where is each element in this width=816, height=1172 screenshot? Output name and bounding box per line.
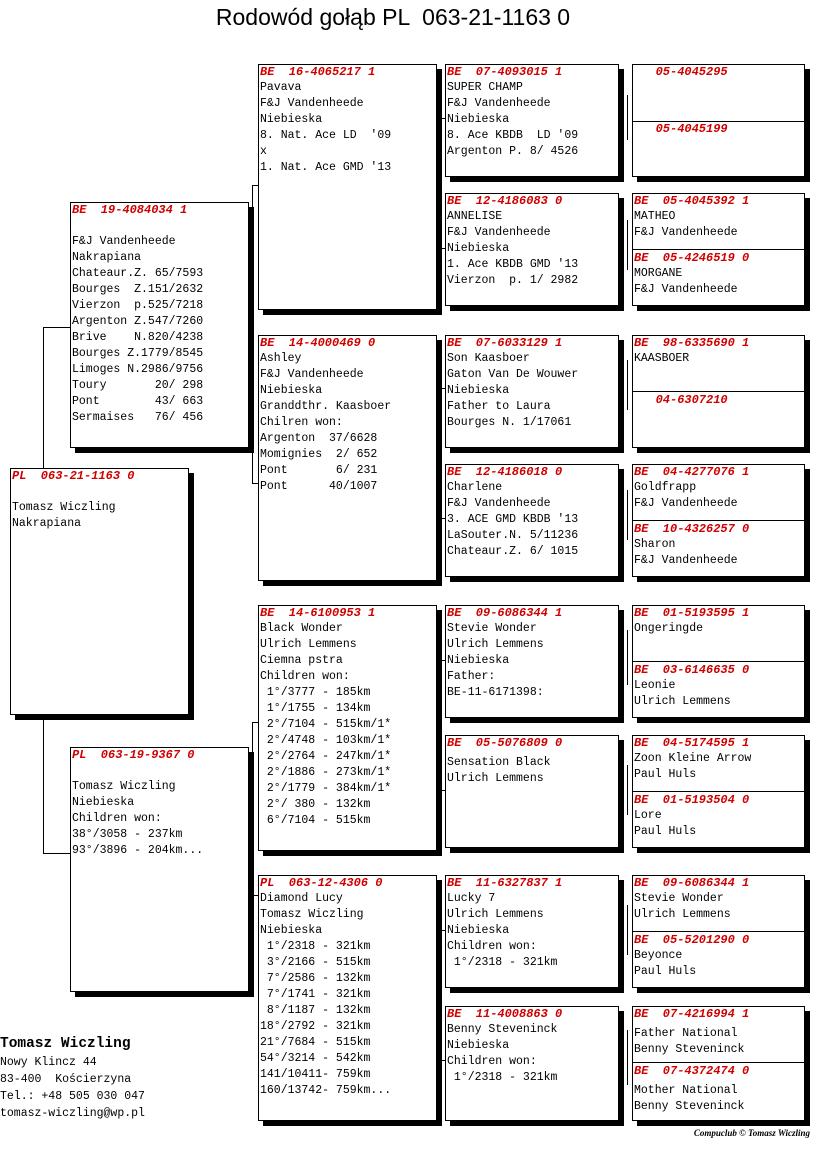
- card-line: Tomasz Wiczling: [12, 501, 116, 514]
- card-line: Pont 43/ 663: [72, 395, 204, 408]
- card-line: Father:: [447, 670, 496, 683]
- card-line: Brive N.820/4238: [72, 331, 204, 344]
- card-line: Sharon: [634, 538, 676, 551]
- card-line: Beyonce: [634, 949, 683, 962]
- card-line: Stevie Wonder: [634, 892, 724, 905]
- card-line: Niebieska: [260, 113, 323, 126]
- ring-number: 05-4045295: [634, 65, 728, 79]
- card-line: F&J Vandenheede: [634, 554, 738, 567]
- card-line: 54°/3214 - 542km: [260, 1052, 371, 1065]
- pigeon-card-ff[interactable]: [258, 64, 437, 310]
- card-line: Vierzon p. 1/ 2982: [447, 274, 579, 287]
- connector: [627, 905, 628, 955]
- ring-number: BE 09-6086344 1: [447, 606, 563, 620]
- card-line: Ulrich Lemmens: [634, 908, 731, 921]
- card-line: Ulrich Lemmens: [447, 908, 544, 921]
- card-line: 7°/1741 - 321km: [260, 988, 371, 1001]
- connector: [440, 208, 441, 248]
- ring-number: BE 10-4326257 0: [634, 522, 750, 536]
- card-line: Momignies 2/ 652: [260, 448, 378, 461]
- card-line: Benny Steveninck: [634, 1100, 745, 1113]
- pigeon-card-mm[interactable]: [258, 875, 437, 1121]
- owner-email[interactable]: tomasz-wiczling@wp.pl: [0, 1107, 145, 1120]
- card-line: 1°/2318 - 321km: [447, 956, 558, 969]
- card-line: Bourges Z.1779/8545: [72, 347, 204, 360]
- card-line: Children won:: [72, 812, 162, 825]
- card-line: Lucky 7: [447, 892, 496, 905]
- ring-number: PL 063-21-1163 0: [12, 469, 135, 483]
- connector: [440, 478, 441, 518]
- ring-number: BE 05-4045392 1: [634, 194, 750, 208]
- pigeon-card-pair-6[interactable]: [632, 735, 805, 848]
- card-line: 2°/1886 - 273km/1*: [260, 766, 392, 779]
- connector: [440, 388, 441, 420]
- card-line: F&J Vandenheede: [634, 283, 738, 296]
- card-line: Vierzon p.525/7218: [72, 299, 204, 312]
- ring-number: BE 09-6086344 1: [634, 876, 750, 890]
- pigeon-card-pair-1[interactable]: [632, 64, 805, 177]
- card-line: Niebieska: [447, 654, 510, 667]
- card-line: Pont 40/1007: [260, 480, 378, 493]
- card-line: Limoges N.2986/9756: [72, 363, 204, 376]
- ring-number: BE 07-4372474 0: [634, 1064, 750, 1078]
- ring-number: 05-4045199: [634, 122, 728, 136]
- card-line: Son Kaasboer: [447, 352, 530, 365]
- card-line: Toury 20/ 298: [72, 379, 204, 392]
- card-line: Children won:: [260, 670, 350, 683]
- ring-number: BE 05-5201290 0: [634, 933, 750, 947]
- card-line: F&J Vandenheede: [447, 97, 551, 110]
- owner-name: Tomasz Wiczling: [0, 1036, 131, 1052]
- card-line: Bourges N. 1/17061: [447, 416, 572, 429]
- card-line: 3°/2166 - 515km: [260, 956, 371, 969]
- connector: [43, 853, 71, 854]
- pigeon-card-pair-2[interactable]: [632, 193, 805, 306]
- ring-number: BE 12-4186083 0: [447, 194, 563, 208]
- card-line: Leonie: [634, 679, 676, 692]
- card-line: 160/13742- 759km...: [260, 1084, 392, 1097]
- card-line: Ongeringde: [634, 622, 704, 635]
- connector: [440, 1020, 441, 1060]
- connector: [627, 1030, 628, 1085]
- connector: [252, 855, 253, 895]
- pigeon-card-fmm[interactable]: [445, 464, 619, 577]
- connector: [627, 765, 628, 815]
- card-line: 8°/1187 - 132km: [260, 1004, 371, 1017]
- card-line: Children won:: [447, 940, 537, 953]
- ring-number: BE 14-6100953 1: [260, 606, 376, 620]
- ring-number: BE 05-4246519 0: [634, 251, 750, 265]
- pigeon-card-mmf[interactable]: [445, 875, 619, 988]
- card-line: Chilren won:: [260, 416, 343, 429]
- card-line: MORGANE: [634, 267, 683, 280]
- card-line: 6°/7104 - 515km: [260, 814, 371, 827]
- connector: [627, 360, 628, 410]
- pigeon-card-pair-7[interactable]: [632, 875, 805, 988]
- card-line: F&J Vandenheede: [260, 368, 364, 381]
- card-line: SUPER CHAMP: [447, 81, 523, 94]
- card-line: 2°/4748 - 103km/1*: [260, 734, 392, 747]
- connector: [440, 660, 441, 700]
- connector: [440, 750, 441, 790]
- card-line: LaSouter.N. 5/11236: [447, 529, 579, 542]
- card-line: 3. ACE GMD KBDB '13: [447, 513, 579, 526]
- connector: [627, 630, 628, 685]
- card-line: Niebieska: [447, 242, 510, 255]
- pigeon-card-pair-3[interactable]: [632, 335, 805, 448]
- card-line: 141/10411- 759km: [260, 1068, 371, 1081]
- connector: [440, 930, 441, 962]
- card-line: 93°/3896 - 204km...: [72, 844, 204, 857]
- owner-contact: [0, 1034, 145, 1122]
- card-line: F&J Vandenheede: [260, 97, 364, 110]
- pigeon-card-pair-8[interactable]: [632, 1006, 805, 1121]
- page-title: Rodowód gołąb PL 063-21-1163 0: [215, 4, 571, 30]
- card-line: 1°/3777 - 185km: [260, 686, 371, 699]
- ring-number: BE 01-5193504 0: [634, 793, 750, 807]
- card-line: 8. Ace KBDB LD '09: [447, 129, 579, 142]
- pigeon-card-mf[interactable]: [258, 605, 437, 851]
- card-line: Ciemna pstra: [260, 654, 343, 667]
- pigeon-card-pair-5[interactable]: [632, 605, 805, 718]
- pigeon-card-fmf[interactable]: [445, 335, 619, 448]
- ring-number: BE 07-4216994 1: [634, 1007, 750, 1021]
- card-line: Tomasz Wiczling: [260, 908, 364, 921]
- card-line: 2°/7104 - 515km/1*: [260, 718, 392, 731]
- card-line: 1°/1755 - 134km: [260, 702, 371, 715]
- card-line: Niebieska: [260, 384, 323, 397]
- connector: [627, 220, 628, 270]
- card-line: 1°/2318 - 321km: [260, 940, 371, 953]
- card-line: 2°/1779 - 384km/1*: [260, 782, 392, 795]
- ring-number: 04-6307210: [634, 393, 728, 407]
- pigeon-card-ffm[interactable]: [445, 193, 619, 306]
- card-line: Chateaur.Z. 65/7593: [72, 267, 204, 280]
- pigeon-card-mff[interactable]: [445, 605, 619, 718]
- pigeon-card-fff[interactable]: [445, 64, 619, 177]
- card-line: Ulrich Lemmens: [447, 772, 544, 785]
- card-line: Stevie Wonder: [447, 622, 537, 635]
- card-line: Pavava: [260, 81, 302, 94]
- connector: [252, 722, 253, 762]
- card-line: KAASBOER: [634, 352, 690, 365]
- card-line: Sensation Black: [447, 756, 551, 769]
- card-line: Benny Steveninck: [447, 1023, 558, 1036]
- card-line: Black Wonder: [260, 622, 343, 635]
- pigeon-card-pair-4[interactable]: [632, 464, 805, 577]
- card-line: Nakrapiana: [72, 251, 142, 264]
- card-line: 18°/2792 - 321km: [260, 1020, 371, 1033]
- card-line: Father National: [634, 1027, 738, 1040]
- card-line: Father to Laura: [447, 400, 551, 413]
- connector: [627, 490, 628, 540]
- pigeon-card-mother[interactable]: [70, 747, 249, 992]
- ring-number: BE 16-4065217 1: [260, 65, 376, 79]
- card-line: Paul Huls: [634, 768, 697, 781]
- card-line: 21°/7684 - 515km: [260, 1036, 371, 1049]
- ring-number: BE 03-6146635 0: [634, 663, 750, 677]
- ring-number: PL 063-12-4306 0: [260, 876, 383, 890]
- card-line: F&J Vandenheede: [634, 226, 738, 239]
- card-line: Sermaises 76/ 456: [72, 411, 204, 424]
- ring-number: BE 19-4084034 1: [72, 203, 188, 217]
- card-line: Ulrich Lemmens: [634, 695, 731, 708]
- card-line: Granddthr. Kaasboer: [260, 400, 392, 413]
- card-line: Nakrapiana: [12, 517, 82, 530]
- ring-number: BE 14-4000469 0: [260, 336, 376, 350]
- card-line: Zoon Kleine Arrow: [634, 752, 752, 765]
- card-line: Ashley: [260, 352, 302, 365]
- card-line: Paul Huls: [634, 825, 697, 838]
- card-line: Paul Huls: [634, 965, 697, 978]
- connector: [43, 327, 44, 468]
- ring-number: BE 11-6327837 1: [447, 876, 563, 890]
- connector: [43, 327, 71, 328]
- card-line: Goldfrapp: [634, 481, 697, 494]
- owner-phone: Tel.: +48 505 030 047: [0, 1090, 145, 1103]
- card-line: 8. Nat. Ace LD '09: [260, 129, 392, 142]
- ring-number: BE 12-4186018 0: [447, 465, 563, 479]
- connector: [627, 95, 628, 140]
- card-line: Ulrich Lemmens: [447, 638, 544, 651]
- card-line: F&J Vandenheede: [447, 497, 551, 510]
- connector: [43, 710, 44, 853]
- card-line: F&J Vandenheede: [634, 497, 738, 510]
- card-line: Diamond Lucy: [260, 892, 343, 905]
- card-line: F&J Vandenheede: [72, 235, 176, 248]
- ring-number: BE 07-6033129 1: [447, 336, 563, 350]
- card-line: Niebieska: [447, 1039, 510, 1052]
- connector: [252, 185, 253, 230]
- card-line: Chateaur.Z. 6/ 1015: [447, 545, 579, 558]
- ring-number: BE 98-6335690 1: [634, 336, 750, 350]
- card-line: x: [260, 145, 267, 158]
- card-line: 1. Nat. Ace GMD '13: [260, 161, 392, 174]
- card-line: Niebieska: [447, 384, 510, 397]
- card-line: Ulrich Lemmens: [260, 638, 357, 651]
- card-line: F&J Vandenheede: [447, 226, 551, 239]
- owner-address: Nowy Klincz 44: [0, 1056, 97, 1069]
- card-line: 2°/2764 - 247km/1*: [260, 750, 392, 763]
- card-line: Charlene: [447, 481, 503, 494]
- card-line: Niebieska: [260, 924, 323, 937]
- card-line: Lore: [634, 809, 662, 822]
- card-line: Argenton P. 8/ 4526: [447, 145, 579, 158]
- card-line: ANNELISE: [447, 210, 503, 223]
- pigeon-card-father[interactable]: [70, 202, 249, 448]
- footer-credit: Compuclub © Tomasz Wiczling: [693, 1128, 810, 1138]
- card-line: Niebieska: [447, 924, 510, 937]
- card-line: 7°/2586 - 132km: [260, 972, 371, 985]
- card-line: Niebieska: [72, 796, 135, 809]
- card-line: MATHEO: [634, 210, 676, 223]
- pigeon-card-mfm[interactable]: [445, 735, 619, 848]
- card-line: Argenton Z.547/7260: [72, 315, 204, 328]
- card-line: 1. Ace KBDB GMD '13: [447, 258, 579, 271]
- ring-number: BE 04-4277076 1: [634, 465, 750, 479]
- ring-number: BE 07-4093015 1: [447, 65, 563, 79]
- card-line: BE-11-6171398:: [447, 686, 544, 699]
- ring-number: BE 05-5076809 0: [447, 736, 563, 750]
- card-line: Niebieska: [447, 113, 510, 126]
- card-line: Gaton Van De Wouwer: [447, 368, 579, 381]
- card-line: Benny Steveninck: [634, 1043, 745, 1056]
- card-line: Pont 6/ 231: [260, 464, 378, 477]
- pigeon-card-subject[interactable]: [10, 468, 189, 715]
- ring-number: BE 01-5193595 1: [634, 606, 750, 620]
- card-line: 2°/ 380 - 132km: [260, 798, 371, 811]
- ring-number: BE 11-4008863 0: [447, 1007, 563, 1021]
- pigeon-card-mmm[interactable]: [445, 1006, 619, 1121]
- card-line: Argenton 37/6628: [260, 432, 378, 445]
- owner-city: 83-400 Kościerzyna: [0, 1073, 132, 1086]
- connector: [252, 443, 253, 483]
- connector: [440, 118, 441, 150]
- card-line: Tomasz Wiczling: [72, 780, 176, 793]
- card-line: 38°/3058 - 237km: [72, 828, 183, 841]
- card-line: Mother National: [634, 1084, 738, 1097]
- ring-number: BE 04-5174595 1: [634, 736, 750, 750]
- card-line: 1°/2318 - 321km: [447, 1071, 558, 1084]
- card-line: Children won:: [447, 1055, 537, 1068]
- ring-number: PL 063-19-9367 0: [72, 748, 195, 762]
- pigeon-card-fm[interactable]: [258, 335, 437, 581]
- card-line: Bourges Z.151/2632: [72, 283, 204, 296]
